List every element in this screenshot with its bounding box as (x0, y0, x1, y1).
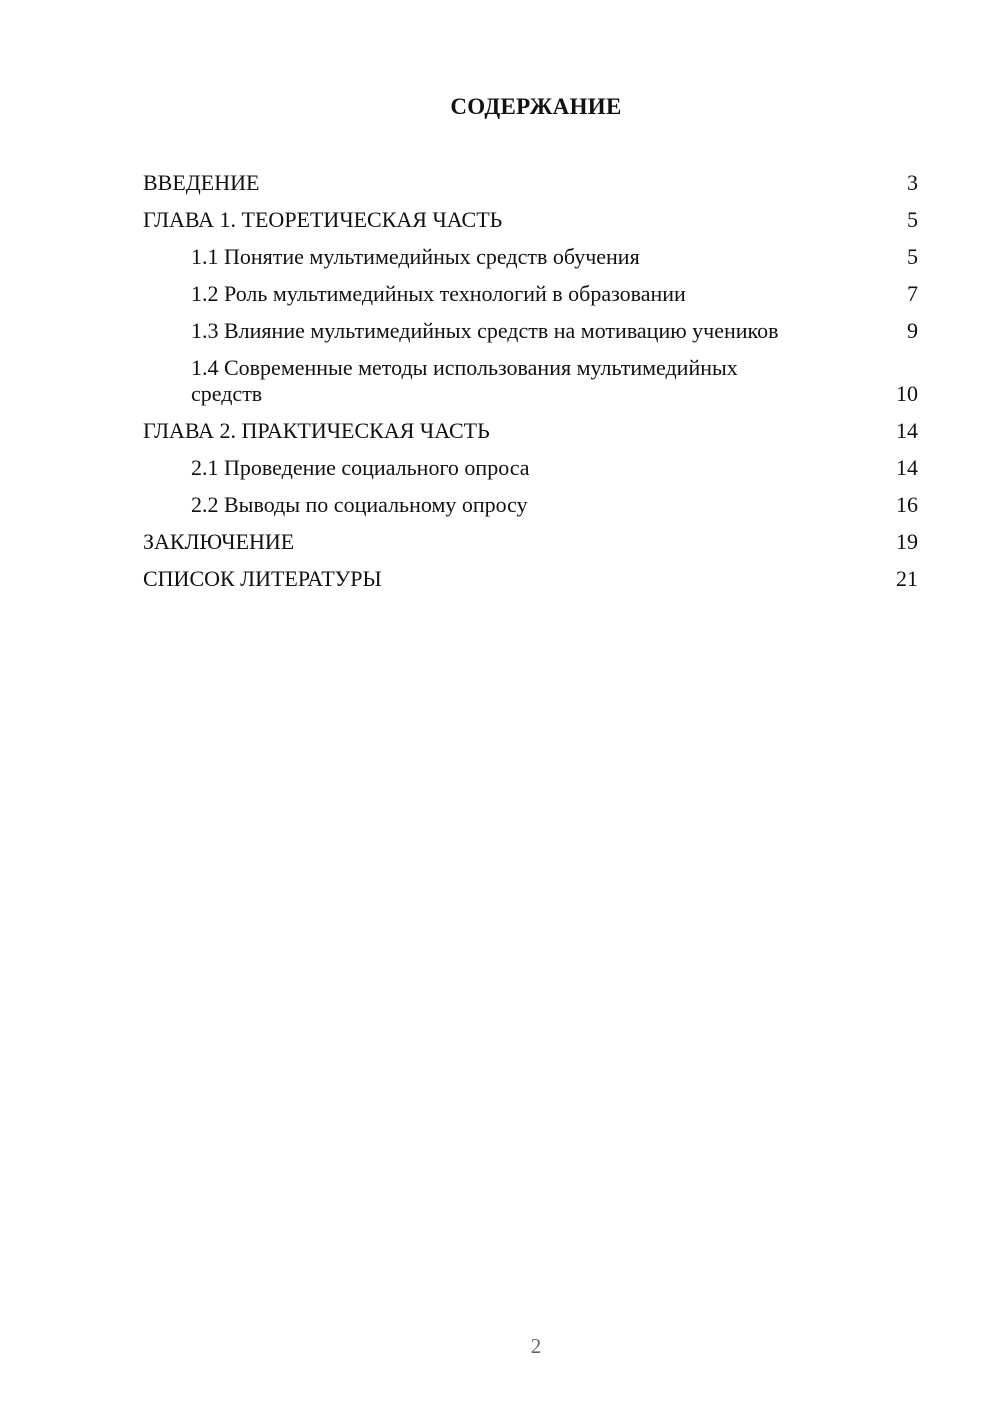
toc-entry-label: ЗАКЛЮЧЕНИЕ (143, 529, 295, 554)
toc-entry-section-1-4 (143, 355, 918, 407)
toc-entry-label: 1.2 Роль мультимедийных технологий в образовании (191, 281, 686, 306)
table-of-contents (143, 170, 918, 603)
toc-entry-page: 9 (907, 318, 918, 343)
toc-entry-page: 7 (907, 281, 918, 306)
toc-entry-section-1-2 (143, 281, 918, 307)
toc-entry-conclusion (143, 529, 918, 555)
toc-entry-page: 21 (896, 566, 918, 591)
toc-entry-section-1-1 (143, 244, 918, 270)
toc-entry-chapter-1 (143, 207, 918, 233)
toc-entry-page: 5 (907, 207, 918, 232)
toc-entry-references (143, 566, 918, 592)
toc-entry-label: СПИСОК ЛИТЕРАТУРЫ (143, 566, 382, 591)
toc-entry-page: 19 (896, 529, 918, 554)
toc-entry-page: 14 (896, 418, 918, 443)
toc-entry-label: 1.1 Понятие мультимедийных средств обучения (191, 244, 640, 269)
toc-entry-label: ГЛАВА 2. ПРАКТИЧЕСКАЯ ЧАСТЬ (143, 418, 490, 443)
page-number: 2 (530, 1334, 542, 1358)
toc-entry-page: 14 (896, 455, 918, 480)
toc-entry-page: 3 (907, 170, 918, 195)
toc-entry-label: 2.1 Проведение социального опроса (191, 455, 530, 480)
toc-entry-page: 5 (907, 244, 918, 269)
toc-entry-section-2-1 (143, 455, 918, 481)
toc-entry-page: 10 (896, 381, 918, 406)
toc-entry-label: ВВЕДЕНИЕ (143, 170, 260, 195)
toc-entry-introduction (143, 170, 918, 196)
toc-entry-chapter-2 (143, 418, 918, 444)
toc-entry-section-2-2 (143, 492, 918, 518)
toc-entry-section-1-3 (143, 318, 918, 344)
toc-title: СОДЕРЖАНИЕ (450, 94, 622, 119)
toc-entry-label: 1.3 Влияние мультимедийных средств на мотивацию учеников (191, 318, 779, 343)
toc-entry-label: 1.4 Современные методы использования мультимедийных средств (191, 355, 738, 406)
toc-entry-label: 2.2 Выводы по социальному опросу (191, 492, 528, 517)
toc-entry-label: ГЛАВА 1. ТЕОРЕТИЧЕСКАЯ ЧАСТЬ (143, 207, 503, 232)
toc-entry-page: 16 (896, 492, 918, 517)
